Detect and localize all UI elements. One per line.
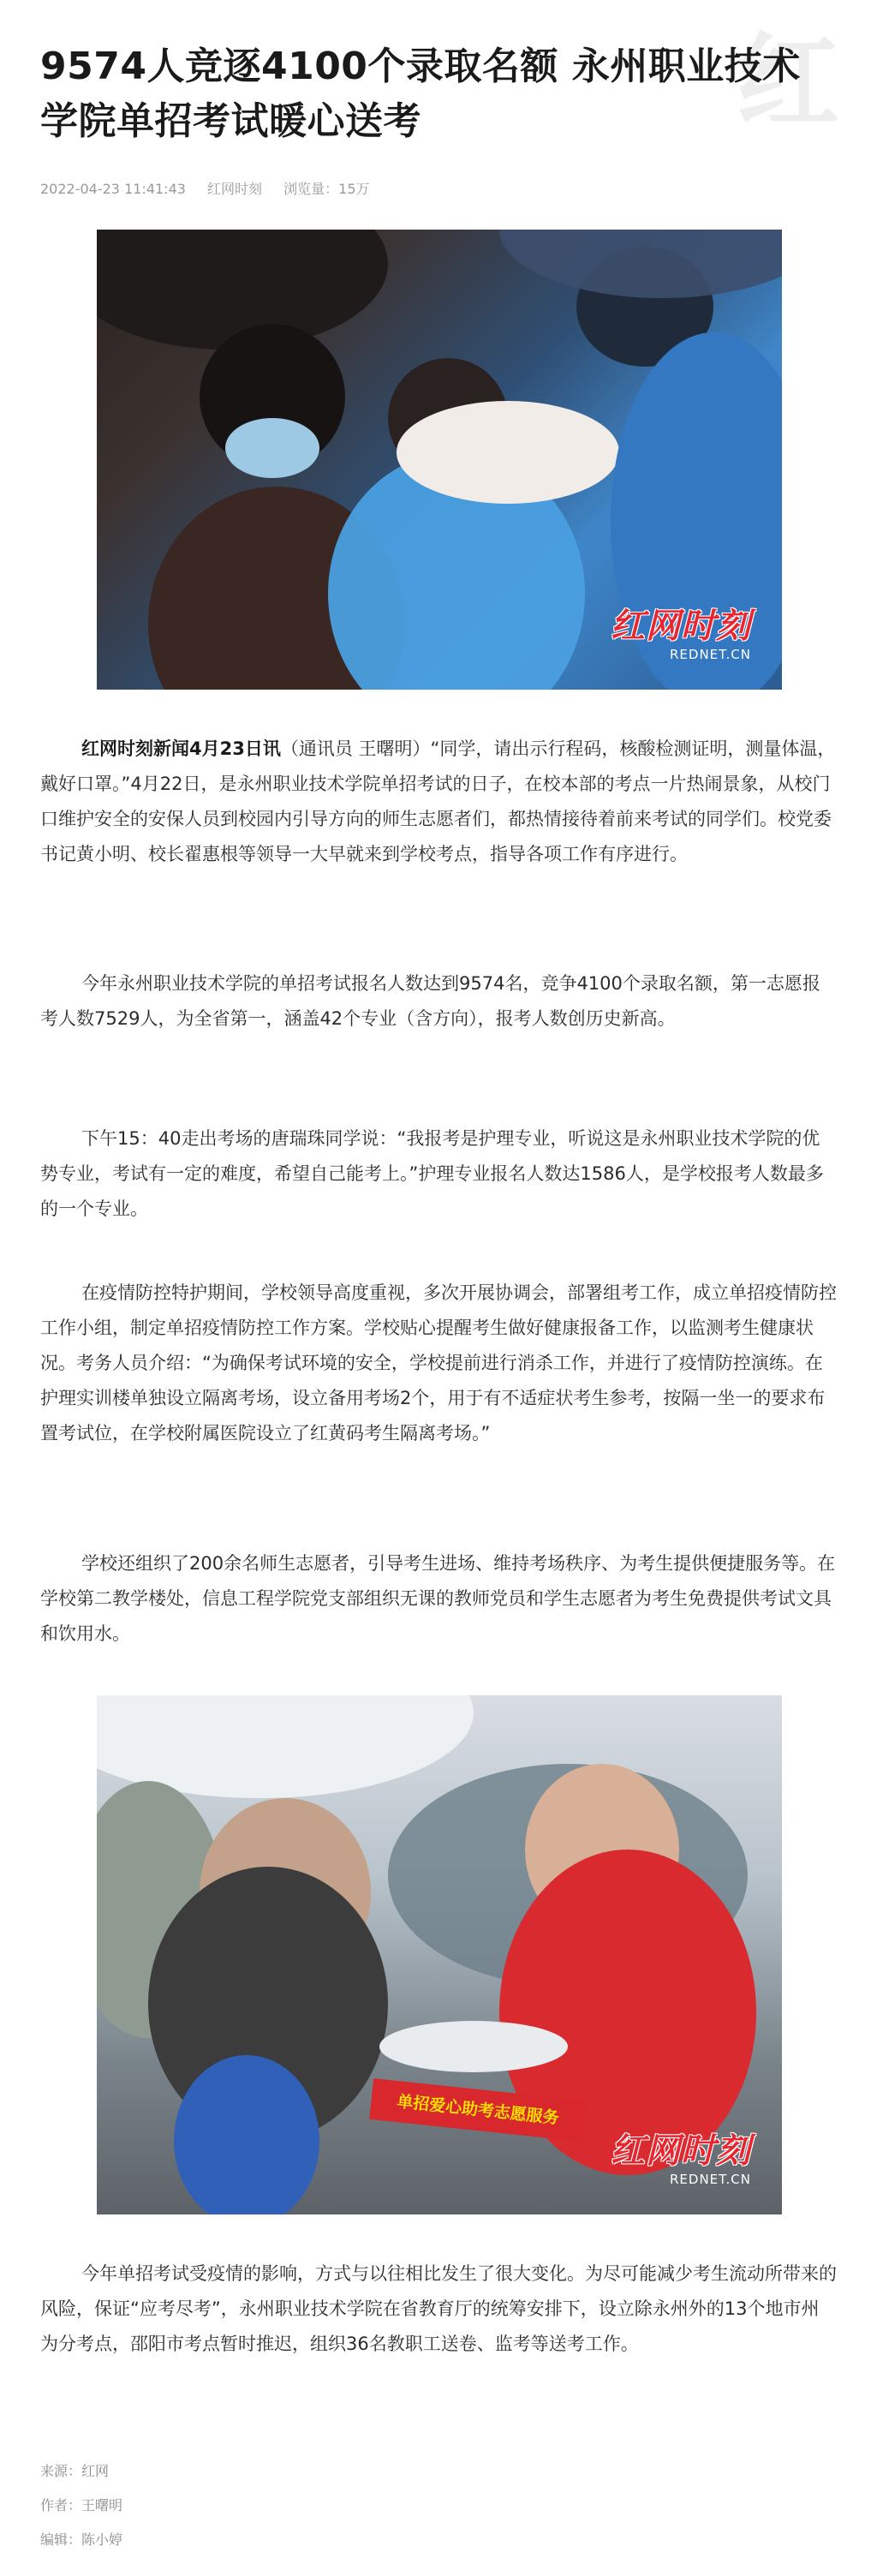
paragraph-1 xyxy=(40,732,837,872)
footer-source: 来源：红网 xyxy=(40,2463,110,2479)
article-photo-1 xyxy=(97,230,782,690)
paragraph-2: 今年永州职业技术学院的单招考试报名人数达到9574名，竞争4100个录取名额，第一志愿报考人数7529人，为全省第一，涵盖42个专业（含方向），报考人数创历史新高。 xyxy=(40,973,820,1029)
volunteer-banner: 单招爱心助考志愿服务 xyxy=(369,2078,587,2142)
watermark-logo: 红 xyxy=(737,23,839,142)
view-count: 浏览量：15万 xyxy=(283,181,370,197)
paragraph-3: 下午15：40走出考场的唐瑞珠同学说：“我报考是护理专业，听说这是永州职业技术学院的优势专业，考试有一定的难度，希望自己能考上。”护理专业报名人数达1586人，是学校报考人数最多的一个专业。 xyxy=(40,1128,824,1219)
paragraph-4: 在疫情防控特护期间，学校领导高度重视，多次开展协调会，部署组考工作，成立单招疫情防控工作小组，制定单招疫情防控工作方案。学校贴心提醒考生做好健康报备工作，以监测考生健康状况。考务人员介绍：“为确保考试环境的安全，学校提前进行消杀工作，并进行了疫情防控演练。在护理实训楼单独设立隔离考场，设立备用考场2个，用于有不适症状考生参考，按隔一坐一的要求布置考试位，在学校附属医院设立了红黄码考生隔离考场。” xyxy=(40,1282,837,1443)
publish-datetime: 2022-04-23 11:41:43 xyxy=(40,181,186,197)
rednet-logo: 红网时刻 REDNET.CN xyxy=(611,607,751,662)
source-link[interactable]: 红网时刻 xyxy=(207,181,263,197)
article-title: 9574人竞逐4100个录取名额 永州职业技术学院单招考试暖心送考 xyxy=(40,45,801,143)
paragraph-1-body: （通讯员 王曙明）“同学，请出示行程码，核酸检测证明，测量体温，戴好口罩。”4月22日，是永州职业技术学院单招考试的日子，在校本部的考点一片热闹景象，从校门口维护安全的安保人员到校园内引导方向的师生志愿者们，都热情接待着前来考试的同学们。校党委书记黄小明、校长翟惠根等领导一大早就来到学校考点，指导各项工作有序进行。 xyxy=(40,738,836,864)
rednet-logo: 红网时刻 REDNET.CN xyxy=(611,2131,751,2187)
footer-editor: 编辑：陈小婷 xyxy=(40,2531,123,2548)
paragraph-5: 学校还组织了200余名师生志愿者，引导考生进场、维持考场秩序、为考生提供便捷服务等。在学校第二教学楼处，信息工程学院党支部组织无课的教师党员和学生志愿者为考生免费提供考试文具和饮用水。 xyxy=(40,1553,836,1644)
article-photo-2 xyxy=(97,1695,782,2214)
article-meta xyxy=(40,178,387,198)
paragraph-1-lead: 红网时刻新闻4月23日讯 xyxy=(81,738,281,759)
footer-author: 作者：王曙明 xyxy=(40,2497,123,2513)
paragraph-6: 今年单招考试受疫情的影响，方式与以往相比发生了很大变化。为尽可能减少考生流动所带来的风险，保证“应考尽考”，永州职业技术学院在省教育厅的统筹安排下，设立除永州外的13个地市州为分考点，邵阳市考点暂时推迟，组织36名教职工送卷、监考等送考工作。 xyxy=(40,2263,837,2354)
